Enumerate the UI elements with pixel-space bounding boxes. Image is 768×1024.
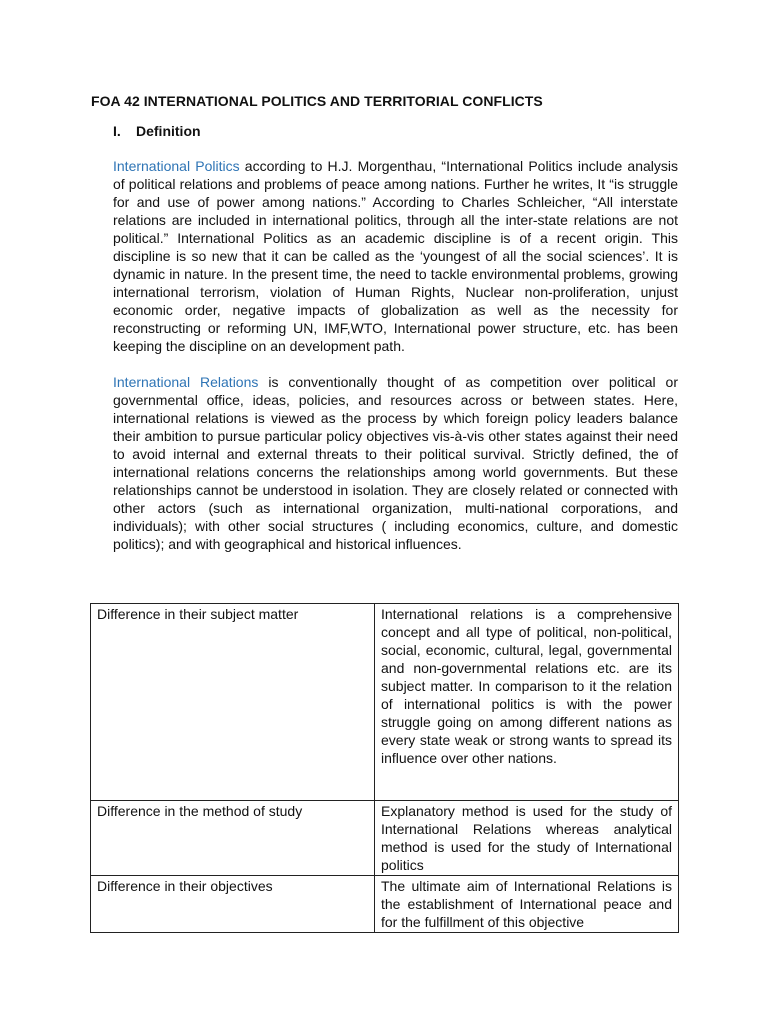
table-row — [91, 604, 679, 801]
section-number: I. — [113, 123, 121, 139]
term-international-relations: International Relations — [113, 374, 259, 390]
difference-table — [90, 603, 679, 933]
section-label: Definition — [136, 123, 201, 139]
table-cell-text: Explanatory method is used for the study of International Relations whereas analytical method is used for the study of International politics — [375, 801, 679, 876]
table-cell-label: Difference in their subject matter — [91, 604, 375, 801]
document-title: FOA 42 INTERNATIONAL POLITICS AND TERRITORIAL CONFLICTS — [91, 93, 543, 109]
table-cell-text: The ultimate aim of International Relations is the establishment of International peace and for the fulfillment of this objective — [375, 876, 679, 933]
paragraph-international-politics — [113, 157, 678, 355]
paragraph-text: according to H.J. Morgenthau, “International Politics include analysis of political relations and problems of peace among nations. Further he writes, It “is struggle for and use of power among nations.” According to Charles Schleicher, “All interstate relations are included in international politics, through all the inter-state relations are not political.” International Politics as an academic discipline is of a recent origin. This discipline is so new that it can be called as the ‘youngest of all the social sciences’. It is dynamic in nature. In the present time, the need to tackle environmental problems, growing international terrorism, violation of Human Rights, Nuclear non-proliferation, unjust economic order, negative impacts of globalization as well as the necessity for reconstructing or reforming UN, IMF,WTO, International power structure, etc. has been keeping the discipline on an development path. — [113, 158, 678, 354]
table-cell-text: International relations is a comprehensive concept and all type of political, non-political, social, economic, cultural, legal, governmental and non-governmental relations etc. are its subject matter. In comparison to it the relation of international politics is with the power struggle going on among different nations as every state weak or strong wants to spread its influence over other nations. — [375, 604, 679, 801]
table-row — [91, 801, 679, 876]
table-row — [91, 876, 679, 933]
term-international-politics: International Politics — [113, 158, 240, 174]
table-cell-label: Difference in their objectives — [91, 876, 375, 933]
section-heading — [113, 123, 201, 139]
paragraph-international-relations — [113, 373, 678, 553]
table-cell-label: Difference in the method of study — [91, 801, 375, 876]
paragraph-text: is conventionally thought of as competition over political or governmental office, ideas, policies, and resources across or between states. Here, international relations is viewed as the process by which foreign policy leaders balance their ambition to pursue particular policy objectives vis-à-vis other states against their need to avoid internal and external threats to their political survival. Strictly defined, the of international relations concerns the relationships among world governments. But these relationships cannot be understood in isolation. They are closely related or connected with other actors (such as international organization, multi-national corporations, and individuals); with other social structures ( including economics, culture, and domestic politics); and with geographical and historical influences. — [113, 374, 679, 552]
